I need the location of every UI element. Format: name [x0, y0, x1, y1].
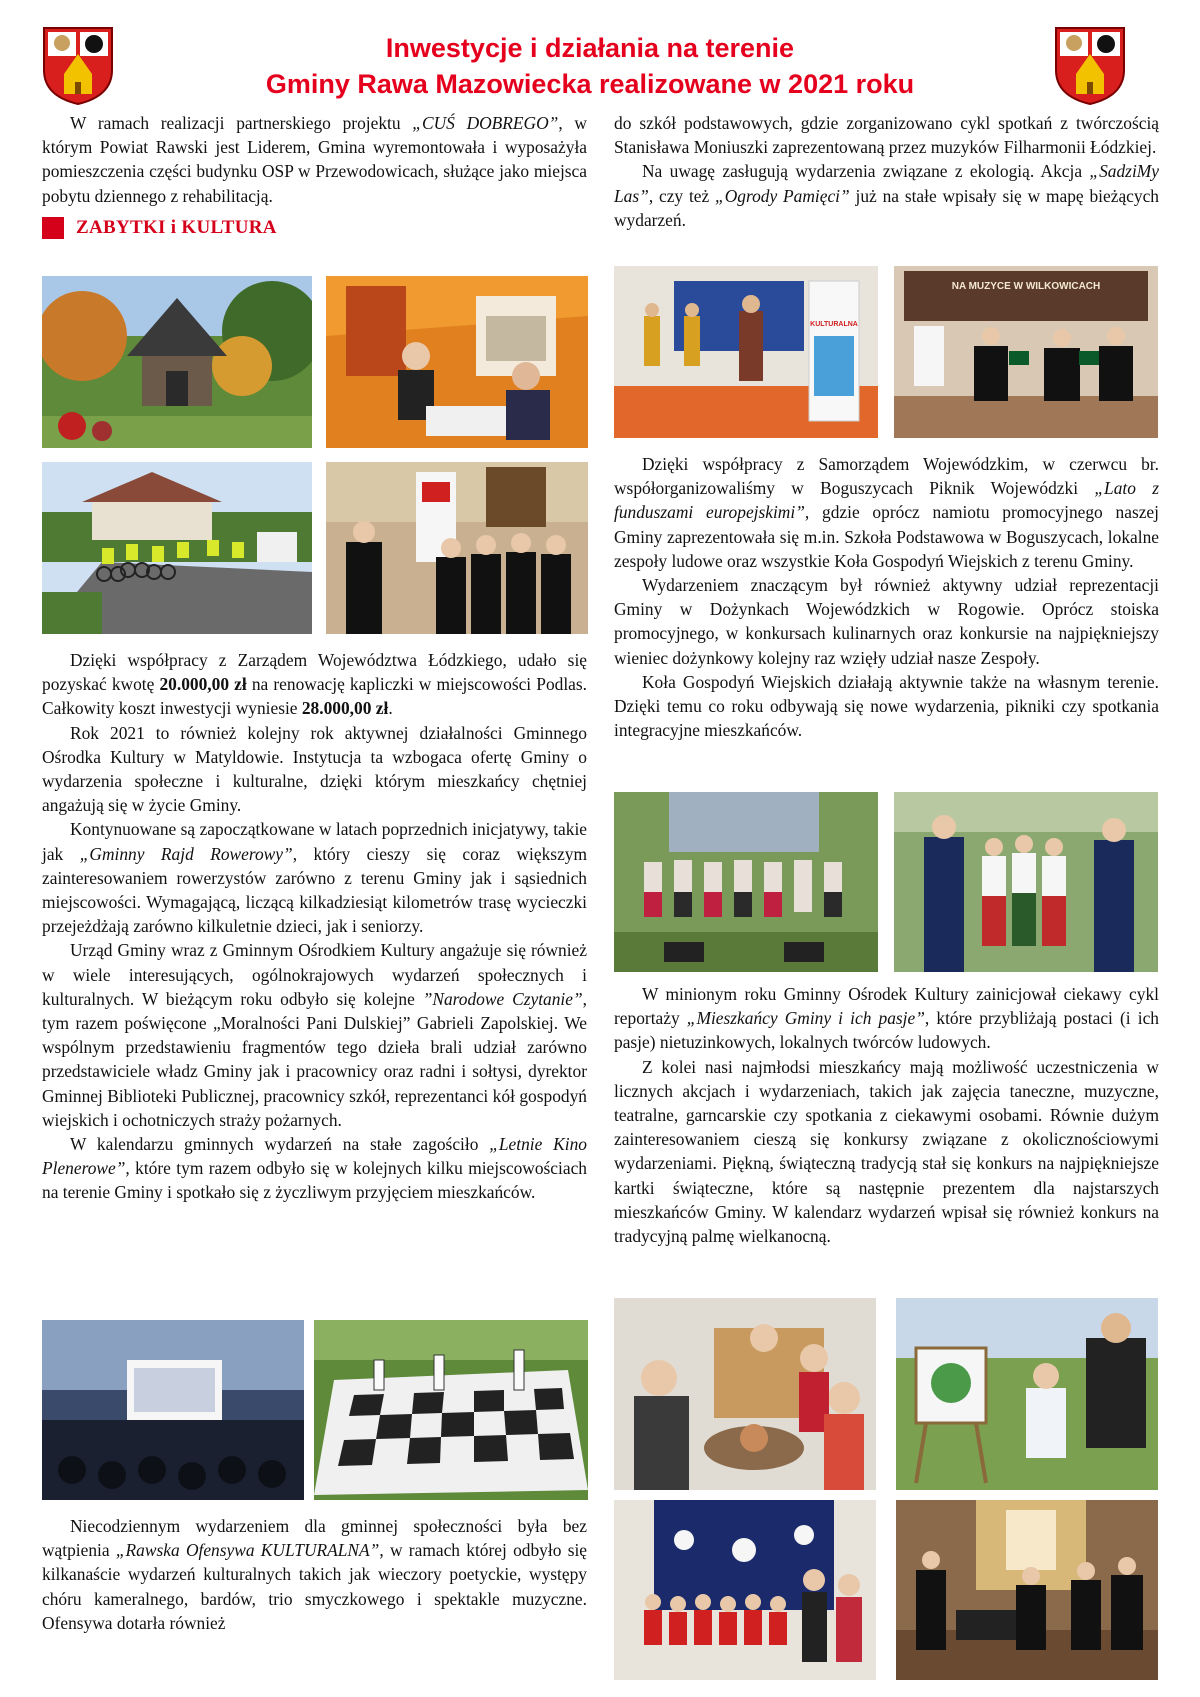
- left-column-bottom: [42, 1514, 587, 1635]
- paragraph-kgw: Koła Gospodyń Wiejskich działają aktywnie także na własnym terenie. Dzięki temu co roku odbywają się nowe wydarzenia, pikniki czy spotkania integracyjne mieszkańców.: [614, 671, 1159, 741]
- photo-bike-rally: [42, 462, 312, 634]
- paragraph-piknik: Dzięki współpracy z Samorządem Wojewódzkim, w czerwcu br. współorganizowaliśmy w Boguszycach Piknik Wojewódzki „Lato z funduszami europejskimi”, gdzie oprócz namiotu promocyjnego naszej Gminy zaprezentowała się m.in. Szkoła Podstawowa w Boguszycach, lokalne zespoły ludowe oraz wszystkie Koła Gospodyń Wiejskich z terenu Gminy.: [614, 454, 1159, 571]
- paragraph-gok: Rok 2021 to również kolejny rok aktywnej działalności Gminnego Ośrodka Kultury w Matyldowie. Instytucja ta wzbogaca ofertę Gminy o wydarzenia społeczne i kulturalne, dzięki którym mieszkańcy chętniej angażują się w życie Gminy.: [42, 722, 587, 816]
- photo-pottery-workshop: [614, 1298, 876, 1490]
- photo-plein-air-painting: [896, 1298, 1158, 1490]
- page-title: [130, 30, 1050, 102]
- right-column-middle: [614, 452, 1159, 742]
- paragraph-kapliczka: Dzięki współpracy z Zarządem Województwa Łódzkiego, udało się pozyskać kwotę 20.000,00 zł na renowację kapliczki w miejscowości Podlas. Całkowity koszt inwestycji wyniesie 28.000,00 zł.: [42, 650, 587, 719]
- photo-dozynki-officials: [894, 792, 1158, 972]
- photo-bard-performance: [614, 266, 878, 438]
- title-line-1: Inwestycje i działania na terenie: [385, 33, 795, 63]
- paragraph-reportaze: W minionym roku Gminny Ośrodek Kultury zainicjował ciekawy cykl reportaży „Mieszkańcy Gminy i ich pasje”, które przybliżają postaci (i ich pasje) nietuzinkowych, lokalnych twórców ludowych.: [614, 984, 1159, 1053]
- paragraph-rajd: Kontynuowane są zapoczątkowane w latach poprzednich inicjatywy, takie jak „Gminny Rajd Rowerowy”, który cieszy się coraz większym zainteresowaniem rowerzystów zarówno z terenu Gminy jak i sąsiednich miejscowości. Wymagającą, liczącą kilkadziesiąt kilometrów trasę wycieczki przejeżdżają zarówno kilkuletnie dzieci, jak i seniorzy.: [42, 819, 588, 937]
- photo-string-concert: [894, 266, 1158, 438]
- red-square-icon: [42, 217, 64, 239]
- photo-chapel: [42, 276, 312, 448]
- poster-text: KULTURALNA: [810, 321, 858, 328]
- title-line-2: Gminy Rawa Mazowiecka realizowane w 2021 roku: [265, 69, 915, 99]
- photo-folk-group-stage: [614, 792, 878, 972]
- paragraph-cus-dobrego: W ramach realizacji partnerskiego projektu „CUŚ DOBREGO”, w którym Powiat Rawski jest Liderem, Gmina wyremontowała i wyposażyła pomieszczenia części budynku OSP w Przewodowicach, służące jako miejsca pobytu dziennego z rehabilitacją.: [42, 113, 587, 206]
- section-heading: ZABYTKI i KULTURA: [42, 216, 587, 240]
- photo-choir: [326, 462, 588, 634]
- coat-of-arms-left-icon: [40, 24, 116, 106]
- photo-giant-chess: [314, 1320, 588, 1500]
- photo-promo-tent: [326, 276, 588, 448]
- coat-of-arms-right-icon: [1052, 24, 1128, 106]
- paragraph-szkoly: do szkół podstawowych, gdzie zorganizowano cykl spotkań z twórczością Stanisława Moniuszki zaprezentowaną przez muzyków Filharmonii Łódzkiej.: [614, 113, 1159, 158]
- left-column-middle: [42, 648, 587, 1205]
- paragraph-kino: W kalendarzu gminnych wydarzeń na stałe zagościło „Letnie Kino Plenerowe”, które tym razem odbyło się w kolejnych kilku miejscowościach na terenie Gminy i spotkało się z życzliwym przyjęciem mieszkańców.: [42, 1134, 587, 1203]
- right-column-bottom: [614, 982, 1159, 1248]
- banner-text: NA MUZYCE W WILKOWICACH: [951, 281, 1101, 292]
- left-column-top: [42, 111, 587, 240]
- photo-christmas-children: [614, 1500, 876, 1680]
- photo-church-concert: [896, 1500, 1158, 1680]
- paragraph-dozynki: Wydarzeniem znaczącym był również aktywny udział reprezentacji Gminy w Dożynkach Wojewódzkich w Rogowie. Oprócz stoiska promocyjnego, w konkursach kulinarnych oraz konkursie na najpiękniejszy wieniec dożynkowy kolejny raz wzięły udział nasze Zespoły.: [614, 575, 1159, 668]
- paragraph-najmlodsi: Z kolei nasi najmłodsi mieszkańcy mają możliwość uczestniczenia w licznych akcjach i wydarzeniach, takich jak zajęcia taneczne, muzyczne, teatralne, garncarskie czy spotkania z ciekawymi osobami. Równie dużym zainteresowaniem cieszą się konkursy związane z okolicznościowymi wydarzeniami. Piękną, świąteczną tradycją stał się konkurs na najpiękniejsze kartki świąteczne, które są następnie prezentem dla najstarszych mieszkańców Gminy. W kalendarz wydarzeń wpisał się również konkurs na tradycyjną palmę wielkanocną.: [614, 1056, 1159, 1247]
- paragraph-ekologia: Na uwagę zasługują wydarzenia związane z ekologią. Akcja „SadziMy Las”, czy też „Ogrody Pamięci” już na stałe wpisały się w mapę bieżących wydarzeń.: [614, 161, 1159, 230]
- paragraph-ofensywa: Niecodziennym wydarzeniem dla gminnej społeczności była bez wątpienia „Rawska Ofensywa KULTURALNA”, w ramach której odbyło się kilkanaście wydarzeń kulturalnych takich jak wieczory poetyckie, występy chóru kameralnego, bardów, trio smyczkowego i spektakle muzyczne. Ofensywa dotarła również: [42, 1516, 588, 1633]
- photo-outdoor-cinema: [42, 1320, 304, 1500]
- paragraph-narodowe-czytanie: Urząd Gminy wraz z Gminnym Ośrodkiem Kultury angażuje się również w wiele interesujących, ogólnokrajowych wydarzeń społecznych i kulturalnych. W bieżącym roku odbyło się kolejne ”Narodowe Czytanie”, tym razem poświęcone „Moralności Pani Dulskiej” Gabrieli Zapolskiej. We wspólnym przedstawieniu fragmentów tego dzieła brali udział zarówno przedstawiciele władz Gminy jak i pracownicy oraz radni i sołtysi, dyrektor Gminnej Biblioteki Publicznej, pracownicy szkół, reprezentanci kół gospodyń wiejskich i ochotniczych straży pożarnych.: [42, 940, 587, 1130]
- right-column-top: [614, 111, 1159, 232]
